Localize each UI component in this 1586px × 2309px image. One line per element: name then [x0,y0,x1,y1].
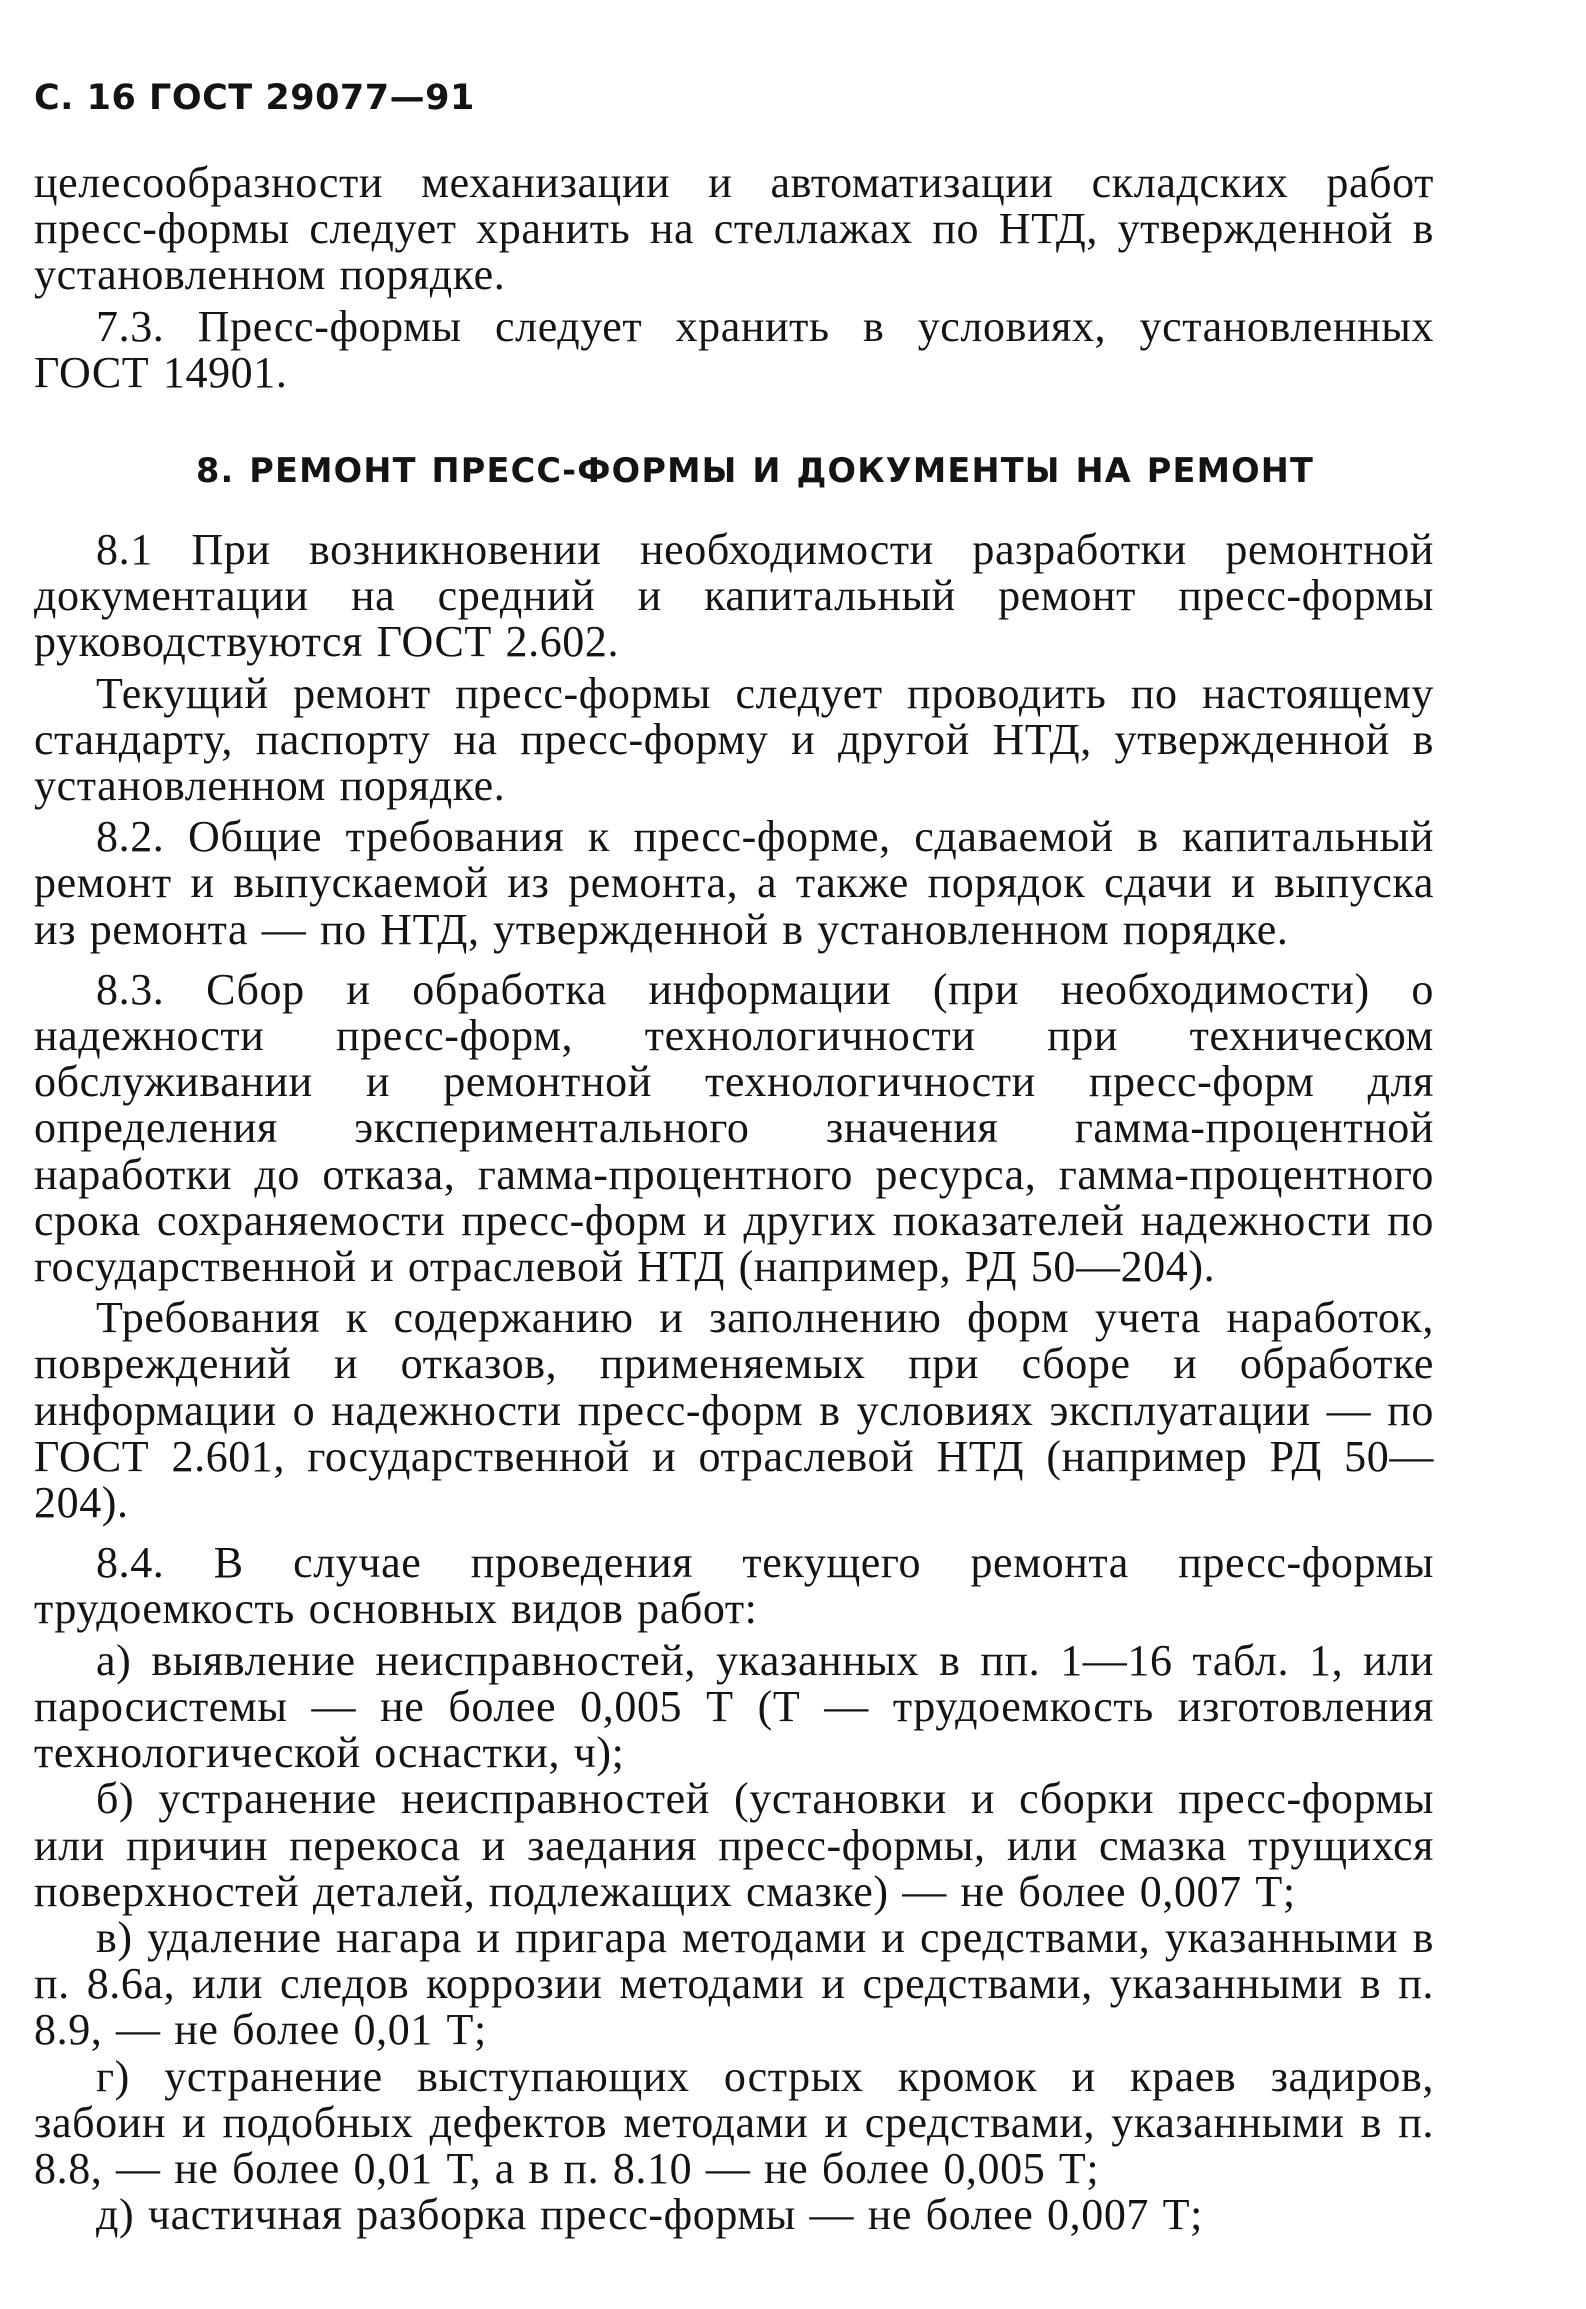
paragraph-8-1: 8.1 При возникновении необходимости разработки ремонтной документации на средний и капитальный ремонт пресс-формы руководствуются ГОСТ 2.602. [34,525,1434,667]
paragraph-7-3: 7.3. Пресс-формы следует хранить в условиях, установленных ГОСТ 14901. [34,301,1434,397]
paragraph-8-2: 8.2. Общие требования к пресс-форме, сдаваемой в капитальный ремонт и выпускаемой из ремонта, а также порядок сдачи и выпуска из ремонта — по НТД, утвержденной в установленном порядке. [34,812,1434,954]
list-item-b: б) устранение неисправностей (установки и сборки пресс-формы или причин перекоса и заедания пресс-формы, или смазка трущихся поверхностей деталей, подлежащих смазке) — не более 0,007 Т; [34,1774,1434,1916]
list-item-g: г) устранение выступающих острых кромок и краев задиров, забоин и подобных дефектов методами и средствами, указанными в п. 8.8, — не более 0,01 Т, а в п. 8.10 — не более 0,005 Т; [34,2051,1434,2193]
body-text [34,160,1434,2238]
section-title: 8. РЕМОНТ ПРЕСС-ФОРМЫ И ДОКУМЕНТЫ НА РЕМОНТ [196,451,1315,491]
list-item-v: в) удаление нагара и пригара методами и средствами, указанными в п. 8.6а, или следов коррозии методами и средствами, указанными в п. 8.9, — не более 0,01 Т; [34,1912,1434,2055]
list-item-a: а) выявление неисправностей, указанных в пп. 1—16 табл. 1, или паросистемы — не более 0,005 Т (Т — трудоемкость изготовления технологической оснастки, ч); [34,1635,1434,1778]
running-head: С. 16 ГОСТ 29077—91 [34,78,475,118]
document-page [34,0,1434,2309]
paragraph-8-1-current-repair: Текущий ремонт пресс-формы следует проводить по настоящему стандарту, паспорту на пресс-форму и другой НТД, утвержденной в установленном порядке. [34,668,1434,811]
paragraph-8-3-requirements: Требования к содержанию и заполнению форм учета наработок, повреждений и отказов, применяемых при сборе и обработке информации о надежности пресс-форм в условиях эксплуатации — по ГОСТ 2.601, государственной и отраслевой НТД (например РД 50—204). [34,1293,1434,1528]
paragraph-8-4: 8.4. В случае проведения текущего ремонта пресс-формы трудоемкость основных видов работ: [34,1538,1434,1634]
paragraph-8-3: 8.3. Сбор и обработка информации (при необходимости) о надежности пресс-форм, технологичности при техническом обслуживании и ремонтной технологичности пресс-форм для определения экспериментального значения гамма-процентной наработки до отказа, гамма-процентного ресурса, гамма-процентного срока сохраняемости пресс-форм и других показателей надежности по государственной и отраслевой НТД (например, РД 50—204). [34,964,1434,1292]
list-item-d: д) частичная разборка пресс-формы — не более 0,007 Т; [96,2190,1203,2240]
paragraph-continuation: целесообразности механизации и автоматизации складских работ пресс-формы следует хранить на стеллажах по НТД, утвержденной в установленном порядке. [34,158,1434,300]
